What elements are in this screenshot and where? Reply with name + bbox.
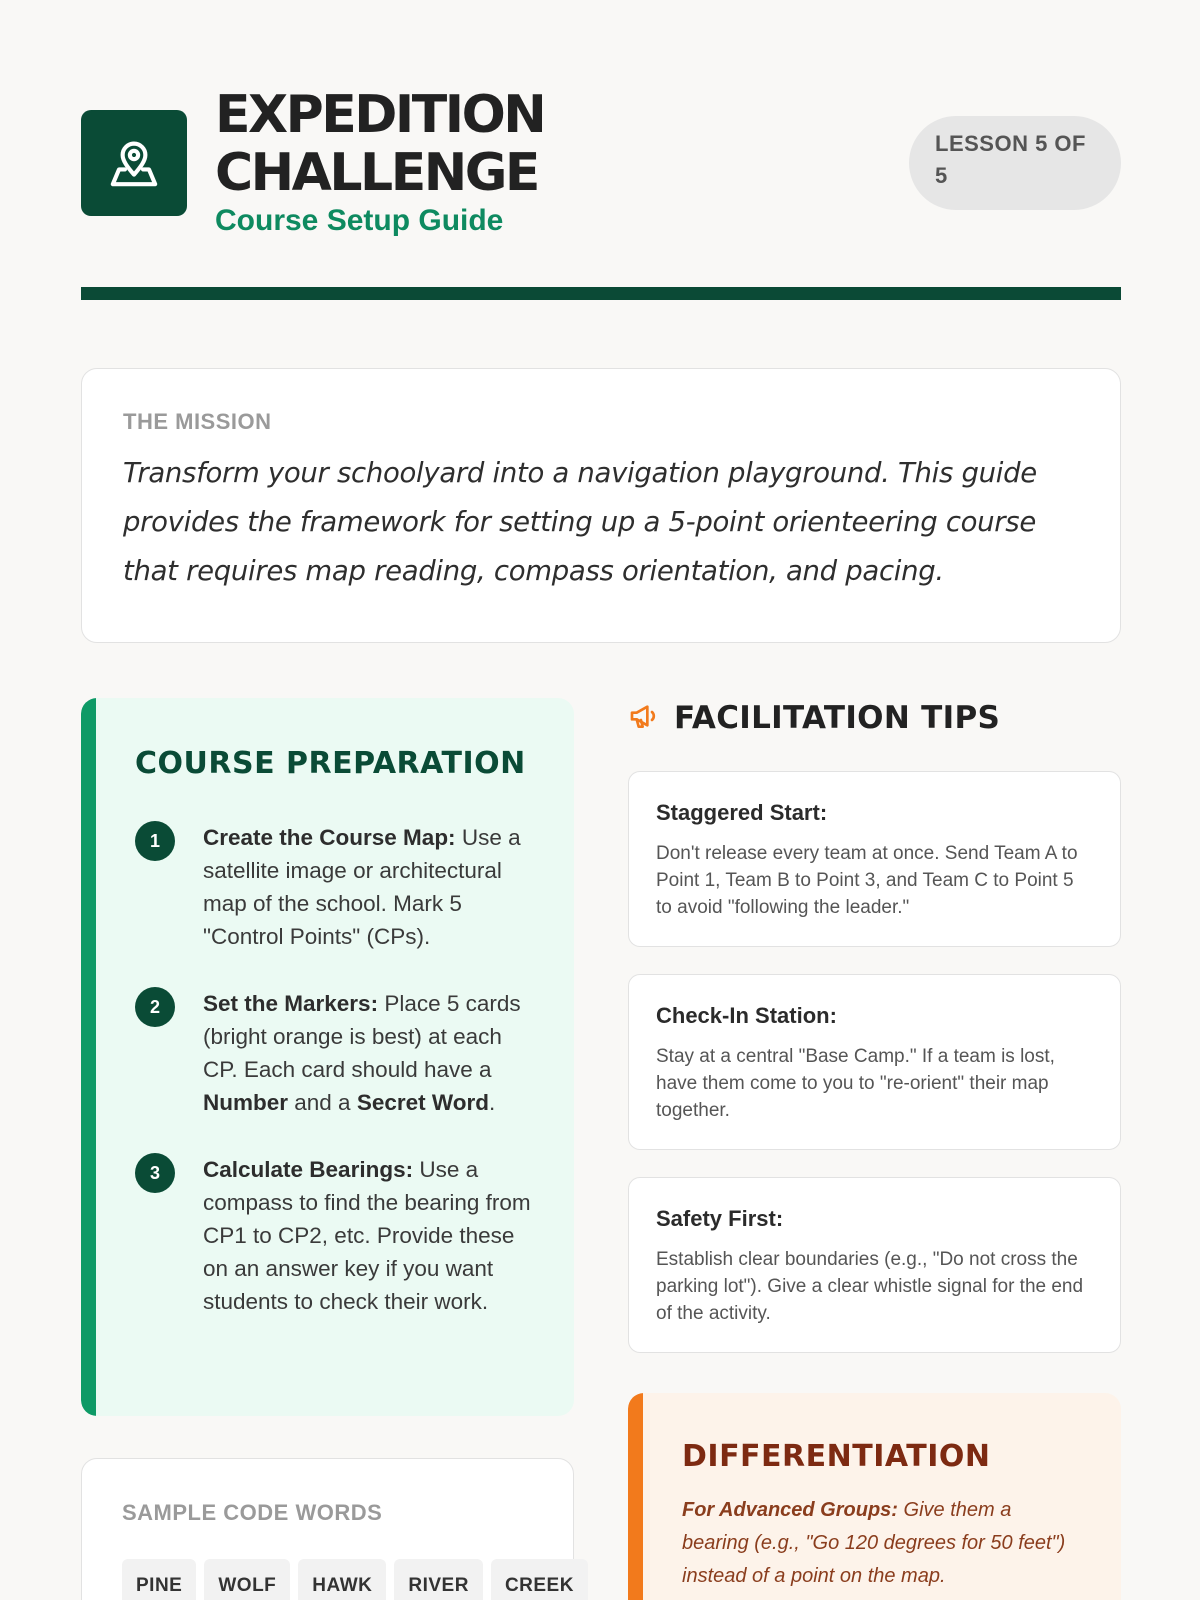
mission-card — [81, 368, 1121, 643]
course-preparation-card — [81, 698, 574, 1416]
code-word-chip: WOLF — [204, 1559, 290, 1600]
tips-title: FACILITATION TIPS — [674, 700, 1001, 736]
code-word-chip: RIVER — [394, 1559, 483, 1600]
code-word-list — [122, 1559, 574, 1600]
tip-text: Establish clear boundaries (e.g., "Do not cross the parking lot"). Give a clear whistle signal for the end of the activity. — [656, 1249, 1084, 1324]
step-number-badge: 1 — [135, 821, 175, 861]
tip-title: Safety First: — [656, 1206, 784, 1231]
code-word-chip: HAWK — [298, 1559, 386, 1600]
map-pin-icon — [81, 110, 187, 216]
step-body: Place 5 cards (bright orange is best) at each CP. Each card should have a — [203, 991, 521, 1082]
tip-text: Stay at a central "Base Camp." If a team is lost, have them come to you to "re-orient" their map together. — [656, 1046, 1055, 1121]
megaphone-icon — [628, 700, 660, 736]
mission-text: Transform your schoolyard into a navigation playground. This guide provides the framework for setting up a 5-point orienteering course that requires map reading, compass orientation, and pacing. — [123, 457, 1037, 587]
page-header — [81, 86, 1121, 246]
step-number-badge: 3 — [135, 1153, 175, 1193]
tip-card — [628, 771, 1121, 947]
page-title — [215, 86, 544, 202]
preparation-step — [135, 821, 534, 953]
step-text — [203, 821, 534, 953]
header-divider — [81, 287, 1121, 300]
code-word-chip: PINE — [122, 1559, 196, 1600]
mission-label: THE MISSION — [123, 409, 272, 434]
sample-code-words-card — [81, 1458, 574, 1600]
tips-header — [628, 700, 1000, 736]
title-block — [215, 86, 544, 238]
title-line-1: EXPEDITION — [215, 85, 545, 145]
step-number-badge: 2 — [135, 987, 175, 1027]
step-text — [203, 987, 534, 1119]
step-heading: Set the Markers: — [203, 991, 379, 1016]
step-emphasis: Secret Word — [356, 1090, 489, 1115]
differentiation-heading: For Advanced Groups: — [682, 1499, 898, 1521]
step-body: Use a satellite image or architectural map of the school. Mark 5 "Control Points" (CPs). — [203, 825, 521, 949]
step-text — [203, 1153, 534, 1318]
tip-card — [628, 1177, 1121, 1353]
page-subtitle: Course Setup Guide — [215, 204, 504, 237]
step-emphasis: Number — [203, 1090, 289, 1115]
tip-title: Staggered Start: — [656, 800, 828, 825]
step-heading: Create the Course Map: — [203, 825, 456, 850]
tip-title: Check-In Station: — [656, 1003, 837, 1028]
step-body: and a — [288, 1090, 357, 1115]
preparation-step — [135, 1153, 534, 1318]
differentiation-card — [628, 1393, 1121, 1600]
title-line-2: CHALLENGE — [215, 143, 538, 203]
lesson-badge: LESSON 5 OF 5 — [909, 116, 1121, 210]
tip-card — [628, 974, 1121, 1150]
step-heading: Calculate Bearings: — [203, 1157, 414, 1182]
step-body: Use a compass to find the bearing from CP1 to CP2, etc. Provide these on an answer key if you want students to check their work. — [203, 1157, 531, 1314]
samples-label: SAMPLE CODE WORDS — [122, 1500, 383, 1525]
tip-text: Don't release every team at once. Send Team A to Point 1, Team B to Point 3, and Team C to Point 5 to avoid "following the leader." — [656, 843, 1078, 918]
code-word-chip: CREEK — [491, 1559, 588, 1600]
preparation-title: COURSE PREPARATION — [135, 746, 526, 781]
preparation-step — [135, 987, 534, 1119]
step-body: . — [488, 1090, 496, 1115]
differentiation-title: DIFFERENTIATION — [682, 1439, 991, 1474]
differentiation-text — [682, 1494, 1081, 1593]
differentiation-body: Give them a bearing (e.g., "Go 120 degrees for 50 feet") instead of a point on the map. — [682, 1499, 1066, 1587]
